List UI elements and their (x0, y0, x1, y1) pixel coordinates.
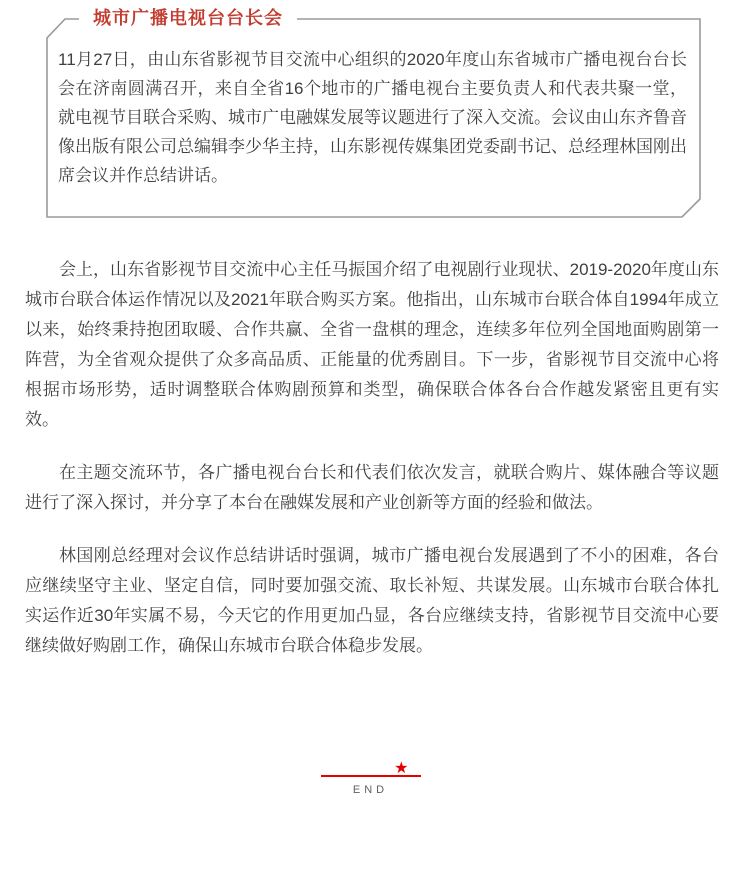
paragraph-closing-remarks: 林国刚总经理对会议作总结讲话时强调，城市广播电视台发展遇到了不小的困难，各台应继续坚守主业、坚定自信，同时要加强交流、取长补短、共谋发展。山东城市台联合体扎实运作近30年实属不易，今天它的作用更加凸显，各台应继续支持，省影视节目交流中心要继续做好购剧工作，确保山东城市台联合体稳步发展。 (25, 546, 719, 655)
end-divider-line (321, 775, 421, 777)
end-marker (321, 761, 421, 807)
article-page (0, 8, 741, 872)
infobox-body-text: 11月27日，由山东省影视节目交流中心组织的2020年度山东省城市广播电视台台长会在济南圆满召开，来自全省16个地市的广播电视台主要负责人和代表共聚一堂，就电视节目联合采购、城市广电融媒发展等议题进行了深入交流。会议由山东齐鲁音像出版有限公司总编辑李少华主持，山东影视传媒集团党委副书记、总经理林国刚出席会议并作总结讲话。 (58, 50, 687, 185)
infobox-title: 城市广播电视台台长会 (79, 5, 297, 31)
article-body (25, 255, 719, 661)
star-icon: ★ (394, 760, 409, 777)
end-label: END (352, 784, 389, 796)
paragraph-meeting-overview: 会上，山东省影视节目交流中心主任马振国介绍了电视剧行业现状、2019-2020年度山东城市台联合体运作情况以及2021年联合购买方案。他指出，山东城市台联合体自1994年成立以来，始终秉持抱团取暖、合作共赢、全省一盘棋的理念，连续多年位列全国地面购剧第一阵营，为全省观众提供了众多高品质、正能量的优秀剧目。下一步，省影视节目交流中心将根据市场形势，适时调整联合体购剧预算和类型，确保联合体各台合作越发紧密且更有实效。 (25, 260, 719, 429)
paragraph-theme-exchange: 在主题交流环节，各广播电视台台长和代表们依次发言，就联合购片、媒体融合等议题进行了深入探讨，并分享了本台在融媒发展和产业创新等方面的经验和做法。 (25, 463, 719, 512)
summary-infobox (46, 8, 701, 218)
